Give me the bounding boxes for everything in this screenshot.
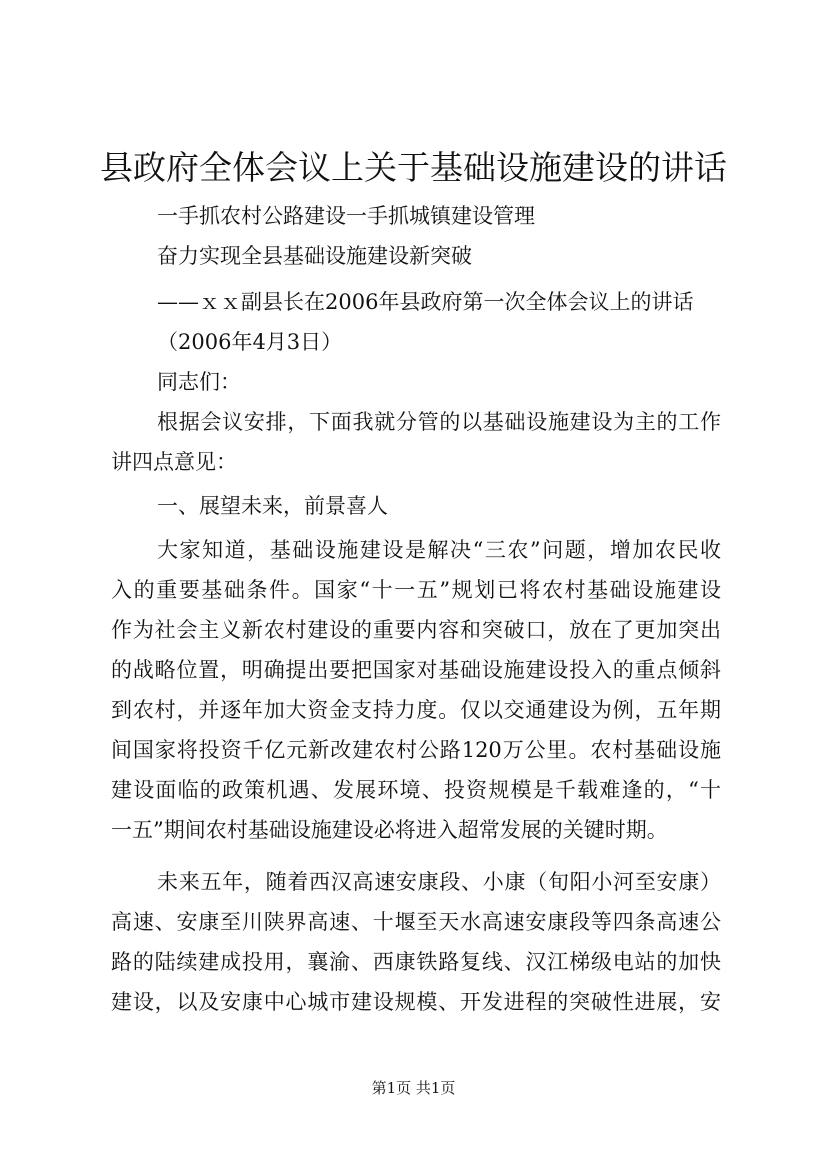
paragraph-1-line-3: 作为社会主义新农村建设的重要内容和突破口，放在了更加突出: [111, 618, 721, 642]
subtitle-line-1: 一手抓农村公路建设一手抓城镇建设管理: [157, 204, 535, 228]
page-footer: 第1页 共1页: [371, 1079, 456, 1097]
greeting-line: 同志们：: [157, 370, 241, 394]
document-title: 县政府全体会议上关于基础设施建设的讲话: [100, 148, 727, 187]
paragraph-1-line-1: 大家知道，基础设施建设是解决“三农”问题，增加农民收: [157, 538, 721, 562]
intro-line-2: 讲四点意见：: [111, 450, 237, 474]
paragraph-1-line-8: 一五”期间农村基础设施建设必将进入超常发展的关键时期。: [111, 818, 668, 842]
intro-line-1: 根据会议安排，下面我就分管的以基础设施建设为主的工作: [157, 410, 721, 434]
paragraph-2-line-3: 路的陆续建成投用，襄渝、西康铁路复线、汉江梯级电站的加快: [111, 950, 721, 974]
paragraph-2-line-1: 未来五年，随着西汉高速安康段、小康（旬阳小河至安康）: [157, 870, 721, 894]
paragraph-2-line-4: 建设，以及安康中心城市建设规模、开发进程的突破性进展，安: [111, 990, 721, 1014]
section-heading-1: 一、展望未来，前景喜人: [157, 494, 388, 518]
paragraph-1-line-4: 的战略位置，明确提出要把国家对基础设施建设投入的重点倾斜: [111, 658, 721, 682]
date-line: （2006年4月3日）: [157, 330, 343, 354]
speaker-line: ——ｘｘ副县长在2006年县政府第一次全体会议上的讲话: [157, 290, 694, 314]
paragraph-2-line-2: 高速、安康至川陕界高速、十堰至天水高速安康段等四条高速公: [111, 910, 721, 934]
subtitle-line-2: 奋力实现全县基础设施建设新突破: [157, 244, 472, 268]
paragraph-1-line-2: 入的重要基础条件。国家“十一五”规划已将农村基础设施建设: [111, 578, 721, 602]
paragraph-1-line-7: 建设面临的政策机遇、发展环境、投资规模是千载难逢的，“十: [111, 778, 721, 802]
paragraph-1-line-5: 到农村，并逐年加大资金支持力度。仅以交通建设为例，五年期: [111, 698, 721, 722]
paragraph-1-line-6: 间国家将投资千亿元新改建农村公路120万公里。农村基础设施: [111, 738, 721, 762]
